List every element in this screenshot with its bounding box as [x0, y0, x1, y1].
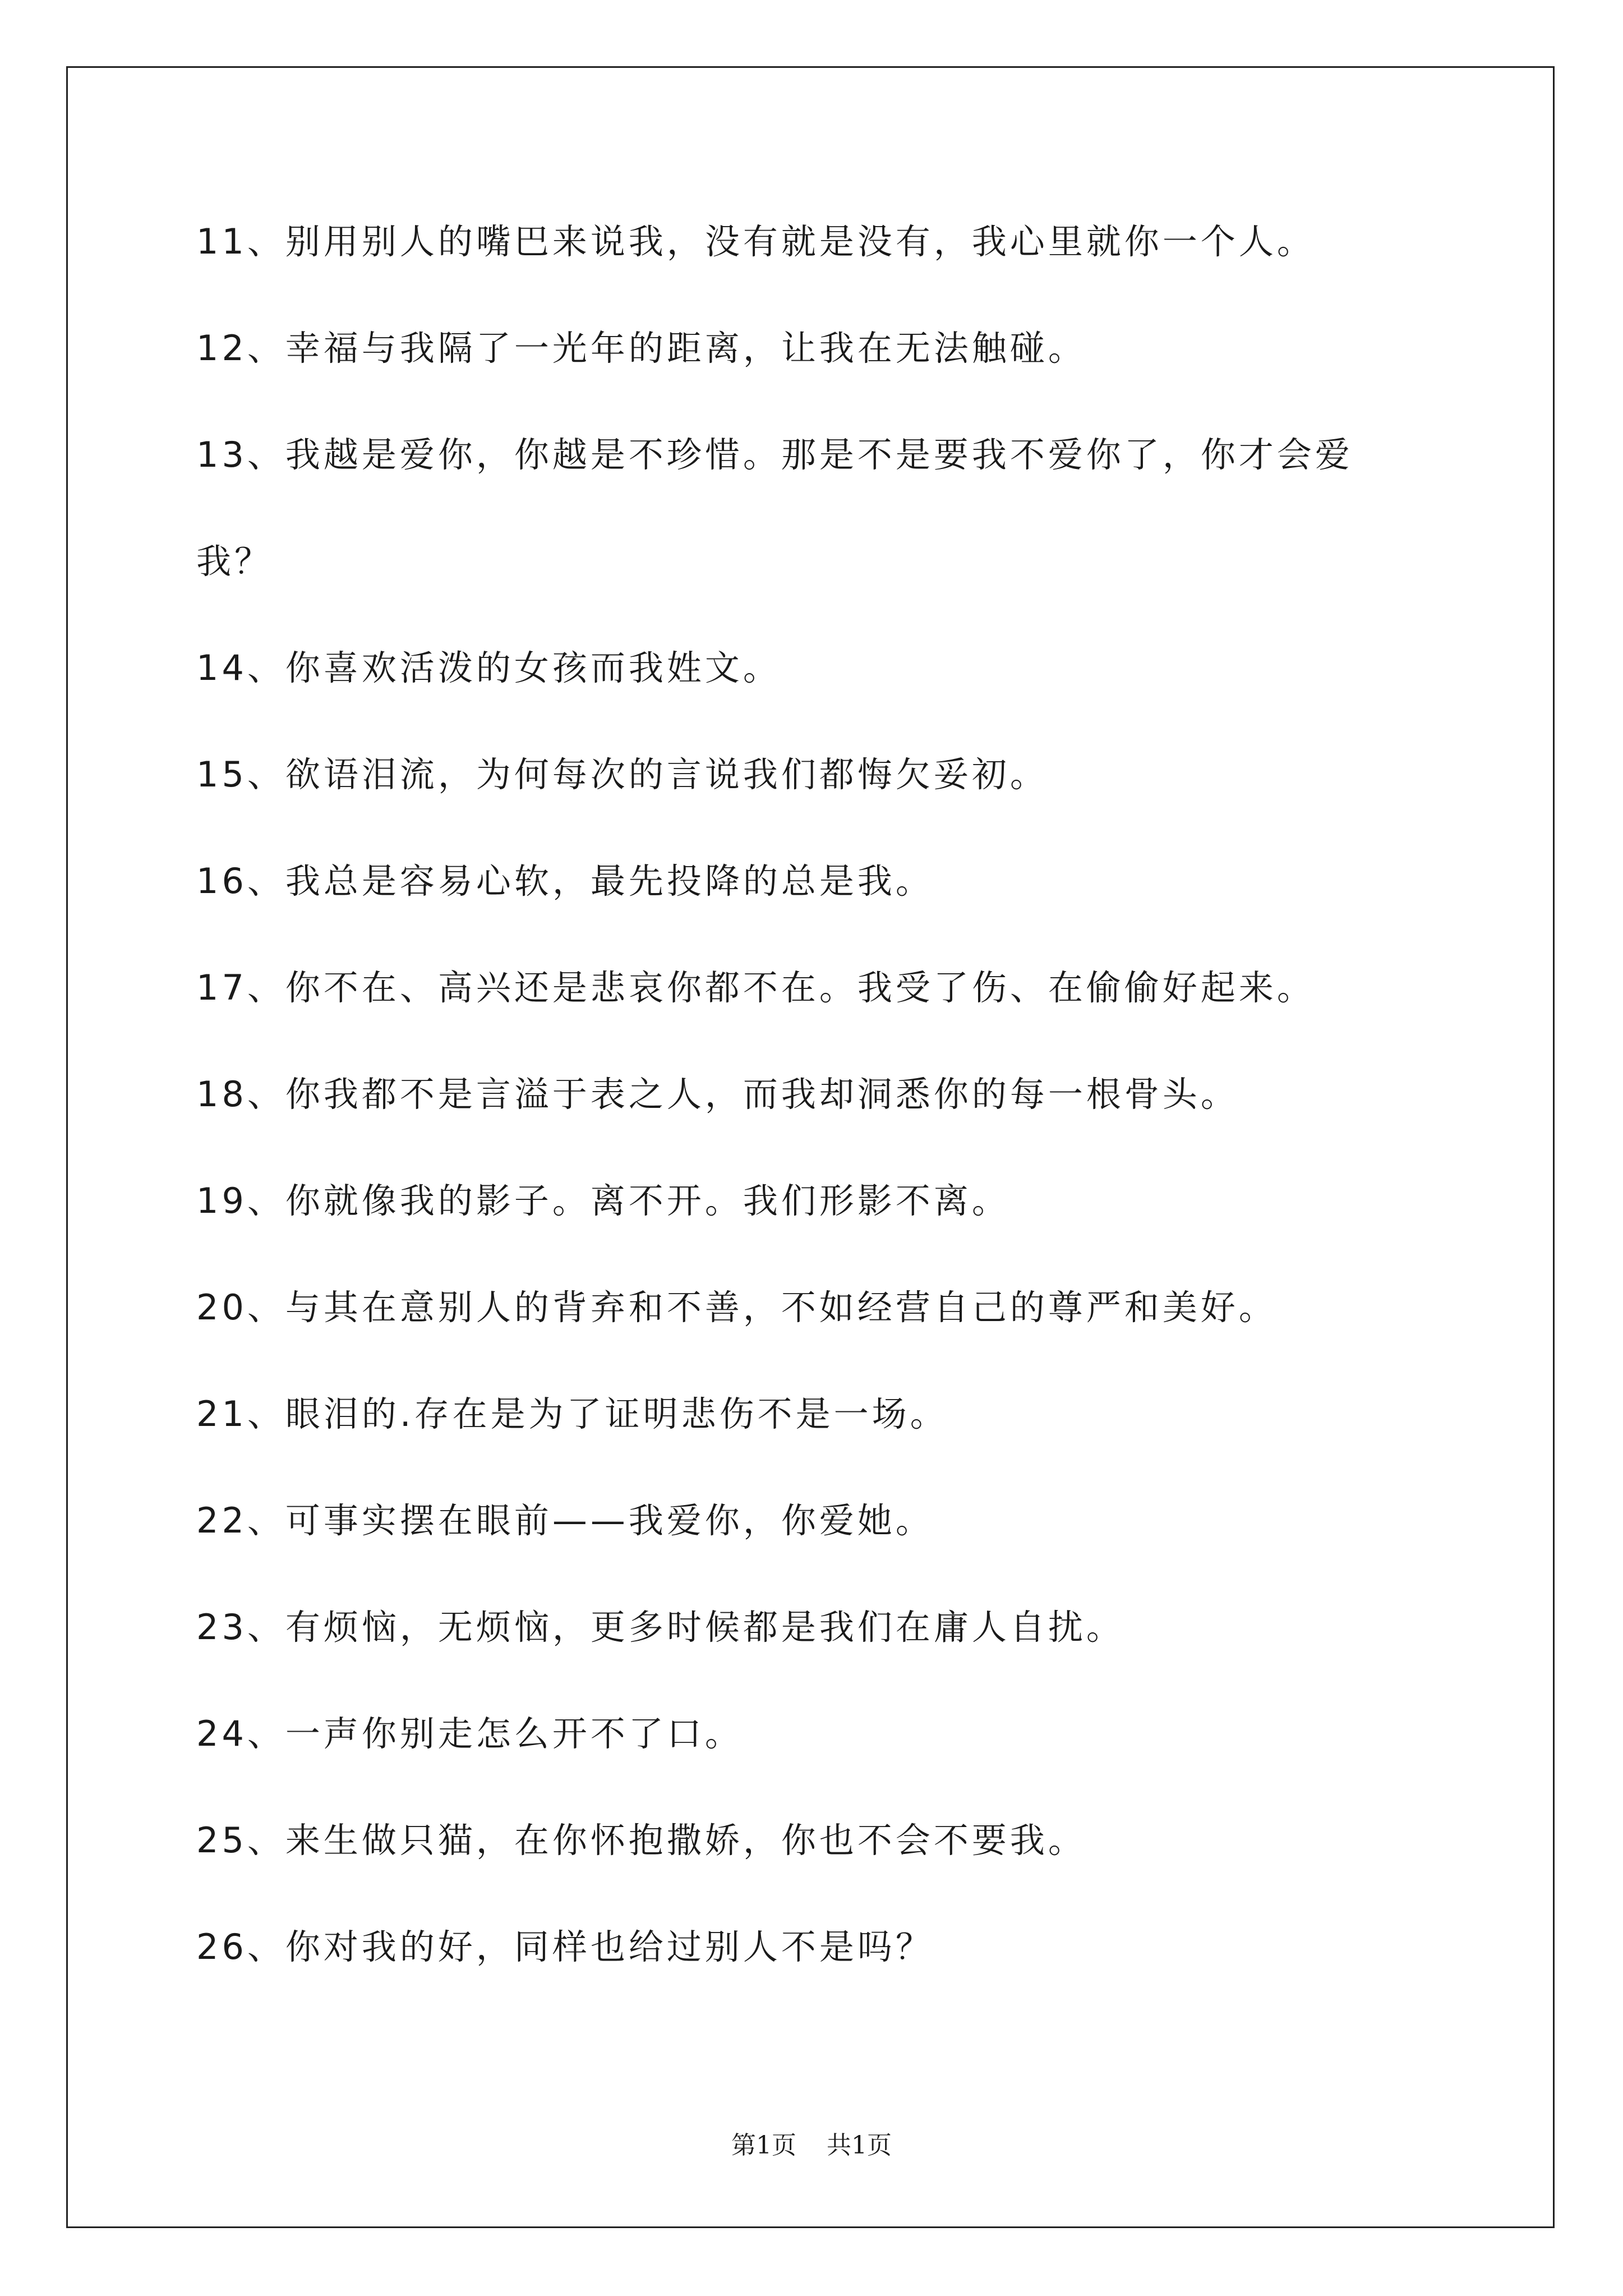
- text-line: 17、你不在、高兴还是悲哀你都不在。我受了伤、在偷偷好起来。: [196, 967, 1315, 1008]
- page-footer: [0, 2132, 1623, 2160]
- page-number: 第1页: [731, 2131, 796, 2160]
- text-line: 24、一声你别走怎么开不了口。: [196, 1713, 743, 1754]
- text-line: 11、别用别人的嘴巴来说我，没有就是没有，我心里就你一个人。: [196, 221, 1315, 262]
- page-total: 共1页: [827, 2131, 892, 2160]
- text-line: 我？: [196, 541, 273, 582]
- text-line: 22、可事实摆在眼前——我爱你，你爱她。: [196, 1500, 934, 1541]
- text-line: 14、你喜欢活泼的女孩而我姓文。: [196, 647, 781, 688]
- text-line: 13、我越是爱你，你越是不珍惜。那是不是要我不爱你了，你才会爱: [196, 434, 1353, 475]
- text-line: 15、欲语泪流，为何每次的言说我们都悔欠妥初。: [196, 754, 1048, 795]
- text-line: 16、我总是容易心软，最先投降的总是我。: [196, 861, 934, 901]
- text-line: 20、与其在意别人的背弃和不善，不如经营自己的尊严和美好。: [196, 1287, 1277, 1328]
- text-line: 19、你就像我的影子。离不开。我们形影不离。: [196, 1180, 1010, 1221]
- text-line: 26、你对我的好，同样也给过别人不是吗？: [196, 1926, 934, 1967]
- document-body: [196, 221, 1486, 2036]
- text-line: 25、来生做只猫，在你怀抱撒娇，你也不会不要我。: [196, 1820, 1086, 1861]
- text-line: 23、有烦恼，无烦恼，更多时候都是我们在庸人自扰。: [196, 1607, 1124, 1648]
- text-line: 18、你我都不是言溢于表之人，而我却洞悉你的每一根骨头。: [196, 1074, 1239, 1115]
- text-line: 12、幸福与我隔了一光年的距离，让我在无法触碰。: [196, 328, 1086, 369]
- text-line: 21、眼泪的.存在是为了证明悲伤不是一场。: [196, 1393, 948, 1434]
